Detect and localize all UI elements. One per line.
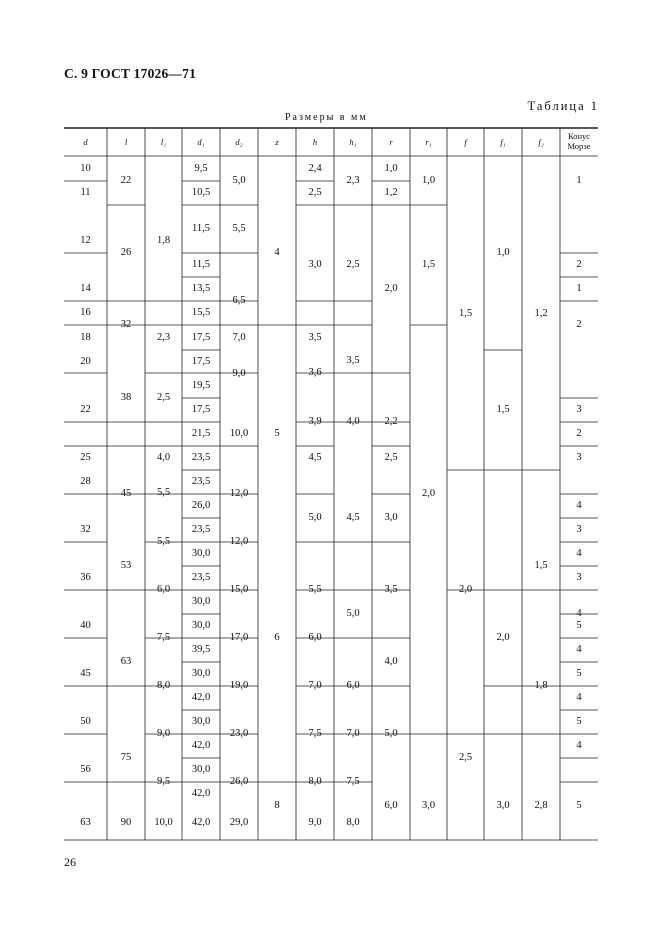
cell-morse: 3 bbox=[576, 451, 582, 463]
cell-d: 12 bbox=[80, 234, 91, 246]
cell-h: 3,6 bbox=[308, 366, 322, 378]
cell-d: 45 bbox=[80, 667, 91, 679]
cell-d: 20 bbox=[80, 355, 91, 367]
cell-l1: 10,0 bbox=[154, 816, 173, 828]
cell-r1: 1,5 bbox=[421, 258, 436, 270]
cell-r: 2,2 bbox=[384, 415, 398, 427]
column-header: h bbox=[312, 136, 318, 147]
cell-f: 1,5 bbox=[458, 307, 473, 319]
cell-d2: 5,5 bbox=[232, 222, 246, 234]
cell-morse: 4 bbox=[576, 547, 582, 559]
cell-d1: 17,5 bbox=[191, 355, 211, 367]
cell-h: 9,0 bbox=[308, 816, 322, 828]
cell-h1: 7,5 bbox=[346, 775, 360, 787]
cell-d: 10 bbox=[80, 162, 91, 174]
cell-r: 5,0 bbox=[384, 727, 398, 739]
cell-r1: 1,0 bbox=[421, 174, 436, 186]
cell-morse: 3 bbox=[576, 523, 582, 535]
cell-r: 3,5 bbox=[384, 583, 398, 595]
column-header: l₁ bbox=[160, 136, 167, 147]
cell-h: 7,5 bbox=[308, 727, 322, 739]
cell-h: 2,4 bbox=[308, 162, 322, 174]
cell-h: 2,5 bbox=[308, 186, 322, 198]
cell-l1: 6,0 bbox=[156, 583, 171, 595]
column-header: d₁ bbox=[197, 136, 205, 147]
cell-l: 45 bbox=[120, 487, 132, 499]
cell-d1: 30,0 bbox=[191, 667, 211, 679]
cell-l1: 2,5 bbox=[156, 391, 171, 403]
cell-h: 3,5 bbox=[308, 331, 322, 343]
column-header: r bbox=[389, 136, 393, 147]
column-header: l bbox=[124, 136, 128, 147]
cell-l1: 8,0 bbox=[156, 679, 171, 691]
cell-f1: 1,0 bbox=[496, 246, 510, 258]
cell-d2: 23,0 bbox=[229, 727, 249, 739]
cell-h1: 8,0 bbox=[346, 816, 360, 828]
cell-d1: 42,0 bbox=[191, 739, 211, 751]
column-header: d₂ bbox=[235, 136, 243, 147]
cell-z: 6 bbox=[274, 631, 280, 643]
cell-d1: 9,5 bbox=[194, 162, 208, 174]
cell-r: 4,0 bbox=[384, 655, 398, 667]
cell-h1: 5,0 bbox=[346, 607, 360, 619]
cell-d1: 11,5 bbox=[192, 222, 210, 234]
cell-morse: 4 bbox=[576, 643, 582, 655]
cell-r1: 3,0 bbox=[421, 799, 436, 811]
cell-h: 3,9 bbox=[308, 415, 322, 427]
cell-d1: 17,5 bbox=[191, 403, 211, 415]
cell-h1: 2,3 bbox=[346, 174, 360, 186]
cell-d2: 29,0 bbox=[229, 816, 249, 828]
cell-d1: 23,5 bbox=[191, 451, 211, 463]
cell-d1: 30,0 bbox=[191, 715, 211, 727]
cell-h: 8,0 bbox=[308, 775, 322, 787]
cell-z: 8 bbox=[274, 799, 280, 811]
cell-l: 90 bbox=[120, 816, 132, 828]
cell-h: 4,5 bbox=[308, 451, 322, 463]
cell-morse: 5 bbox=[576, 799, 582, 811]
cell-morse: 3 bbox=[576, 571, 582, 583]
cell-f2: 1,5 bbox=[534, 559, 548, 571]
column-header: f bbox=[464, 136, 467, 147]
cell-d1: 30,0 bbox=[191, 547, 211, 559]
cell-l1: 7,5 bbox=[156, 631, 171, 643]
cell-h1: 2,5 bbox=[346, 258, 360, 270]
cell-d: 14 bbox=[80, 282, 91, 294]
cell-f1: 3,0 bbox=[496, 799, 510, 811]
cell-morse: 3 bbox=[576, 403, 582, 415]
cell-d: 63 bbox=[80, 816, 91, 828]
cell-morse: 2 bbox=[576, 427, 582, 439]
cell-l: 38 bbox=[120, 391, 132, 403]
cell-d1: 13,5 bbox=[191, 282, 211, 294]
cell-d1: 42,0 bbox=[191, 691, 211, 703]
cell-h: 3,0 bbox=[308, 258, 322, 270]
cell-l1: 9,0 bbox=[156, 727, 171, 739]
cell-d: 32 bbox=[80, 523, 91, 535]
cell-morse: 1 bbox=[576, 282, 582, 294]
cell-h1: 7,0 bbox=[346, 727, 360, 739]
cell-h: 7,0 bbox=[308, 679, 322, 691]
cell-d1: 23,5 bbox=[191, 571, 211, 583]
cell-f: 2,5 bbox=[458, 751, 473, 763]
cell-d2: 19,0 bbox=[229, 679, 249, 691]
cell-morse: 4 bbox=[576, 607, 582, 619]
cell-l1: 5,5 bbox=[156, 486, 171, 498]
cell-f2: 1,8 bbox=[534, 679, 548, 691]
cell-morse: 4 bbox=[576, 499, 582, 511]
cell-d: 56 bbox=[80, 763, 91, 775]
cell-f1: 2,0 bbox=[496, 631, 510, 643]
cell-d1: 39,5 bbox=[191, 643, 211, 655]
cell-l: 53 bbox=[120, 559, 132, 571]
cell-d1: 21,5 bbox=[191, 427, 211, 439]
cell-l1: 1,8 bbox=[156, 234, 171, 246]
cell-h1: 3,5 bbox=[346, 354, 360, 366]
cell-h1: 4,5 bbox=[346, 511, 360, 523]
cell-f2: 1,2 bbox=[534, 307, 548, 319]
cell-l1: 4,0 bbox=[156, 451, 171, 463]
cell-r: 3,0 bbox=[384, 511, 398, 523]
page-number: 26 bbox=[64, 855, 76, 869]
cell-f1: 1,5 bbox=[496, 403, 510, 415]
cell-h1: 4,0 bbox=[346, 415, 360, 427]
cell-d2: 26,0 bbox=[229, 775, 249, 787]
cell-d2: 15,0 bbox=[229, 583, 249, 595]
cell-l: 22 bbox=[120, 174, 132, 186]
cell-morse: 2 bbox=[576, 318, 582, 330]
cell-morse: 5 bbox=[576, 667, 582, 679]
cell-h: 6,0 bbox=[308, 631, 322, 643]
cell-l: 63 bbox=[120, 655, 132, 667]
cell-d: 18 bbox=[80, 331, 91, 343]
cell-d: 22 bbox=[80, 403, 91, 415]
column-header-morse-taper: Конус Морзе bbox=[567, 131, 591, 151]
cell-d1: 42,0 bbox=[191, 787, 211, 799]
cell-d1: 30,0 bbox=[191, 763, 211, 775]
units-label: Размеры в мм bbox=[285, 112, 368, 123]
cell-d1: 26,0 bbox=[191, 499, 211, 511]
cell-d2: 6,5 bbox=[232, 294, 246, 306]
cell-d: 40 bbox=[80, 619, 91, 631]
column-header: r₁ bbox=[425, 136, 432, 147]
column-header: z bbox=[275, 136, 279, 147]
cell-d: 36 bbox=[80, 571, 91, 583]
cell-morse: 5 bbox=[576, 619, 582, 631]
cell-d2: 10,0 bbox=[229, 427, 249, 439]
cell-d2: 17,0 bbox=[229, 631, 249, 643]
column-header: f₂ bbox=[538, 136, 544, 147]
cell-r: 6,0 bbox=[384, 799, 398, 811]
cell-morse: 5 bbox=[576, 715, 582, 727]
cell-morse: 2 bbox=[576, 258, 582, 270]
cell-d1: 15,5 bbox=[191, 306, 211, 318]
column-header: f₁ bbox=[500, 136, 506, 147]
cell-r1: 2,0 bbox=[421, 487, 436, 499]
cell-morse: 4 bbox=[576, 739, 582, 751]
cell-r: 2,0 bbox=[384, 282, 398, 294]
cell-d1: 17,5 bbox=[191, 331, 211, 343]
cell-d2: 12,0 bbox=[229, 535, 249, 547]
cell-d1: 23,5 bbox=[191, 523, 211, 535]
cell-f: 2,0 bbox=[458, 583, 473, 595]
cell-morse: 1 bbox=[576, 174, 582, 186]
cell-d: 50 bbox=[80, 715, 91, 727]
cell-l1: 2,3 bbox=[156, 331, 171, 343]
cell-h: 5,0 bbox=[308, 511, 322, 523]
document-title: С. 9 ГОСТ 17026—71 bbox=[64, 66, 197, 81]
cell-r: 1,0 bbox=[384, 162, 398, 174]
cell-l1: 5,5 bbox=[156, 535, 171, 547]
cell-l1: 9,5 bbox=[156, 775, 171, 787]
cell-d1: 30,0 bbox=[191, 619, 211, 631]
cell-r: 2,5 bbox=[384, 451, 398, 463]
cell-d1: 42,0 bbox=[191, 816, 211, 828]
cell-d1: 11,5 bbox=[192, 258, 210, 270]
cell-z: 4 bbox=[274, 246, 280, 258]
cell-h: 5,5 bbox=[308, 583, 322, 595]
cell-d: 11 bbox=[80, 186, 91, 198]
cell-d1: 23,5 bbox=[191, 475, 211, 487]
cell-l: 32 bbox=[120, 318, 132, 330]
cell-morse: 4 bbox=[576, 691, 582, 703]
cell-d2: 12,0 bbox=[229, 487, 249, 499]
cell-d2: 7,0 bbox=[232, 331, 246, 343]
cell-d1: 19,5 bbox=[191, 379, 211, 391]
cell-h1: 6,0 bbox=[346, 679, 360, 691]
cell-d1: 30,0 bbox=[191, 595, 211, 607]
table-label: Таблица 1 bbox=[527, 99, 599, 113]
cell-z: 5 bbox=[274, 427, 280, 439]
column-header: d bbox=[83, 136, 88, 147]
cell-d2: 5,0 bbox=[232, 174, 246, 186]
cell-l: 75 bbox=[120, 751, 132, 763]
cell-r: 1,2 bbox=[384, 186, 398, 198]
cell-f2: 2,8 bbox=[534, 799, 548, 811]
column-header: h₁ bbox=[349, 136, 357, 147]
cell-d1: 10,5 bbox=[191, 186, 211, 198]
cell-d: 28 bbox=[80, 475, 91, 487]
cell-l: 26 bbox=[120, 246, 132, 258]
cell-d: 25 bbox=[80, 451, 91, 463]
cell-d: 16 bbox=[80, 306, 91, 318]
cell-d2: 9,0 bbox=[232, 367, 246, 379]
